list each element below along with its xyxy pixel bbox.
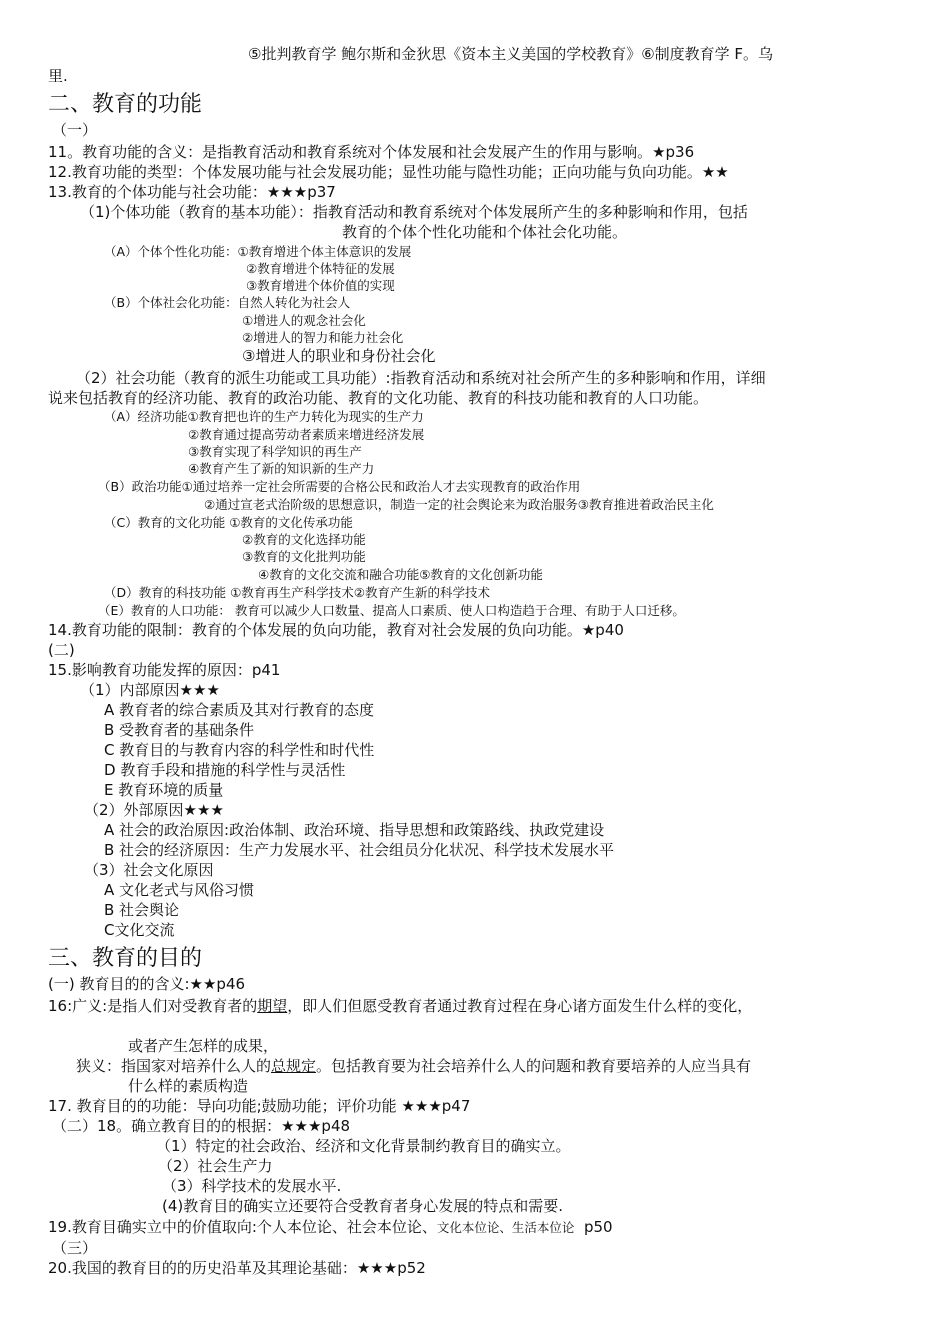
text-line: 20.我国的教育目的的历史沿革及其理论基础：★★★p52 (48, 1259, 426, 1277)
text-line: 17. 教育目的的功能：导向功能;鼓励功能；评价功能 ★★★p47 (48, 1097, 471, 1115)
text-line: 14.教育功能的限制：教育的个体发展的负向功能，教育对社会发展的负向功能。★p40 (48, 621, 624, 639)
text-line: 11。教育功能的含义：是指教育活动和教育系统对个体发展和社会发展产生的作用与影响。★p36 (48, 143, 695, 161)
text-line: ③教育增进个体价值的实现 (246, 278, 395, 293)
text-line: ②教育的文化选择功能 (242, 532, 366, 547)
text-line: ③教育实现了科学知识的再生产 (188, 444, 362, 459)
list-item: （2）社会生产力 (158, 1157, 273, 1175)
text-line: （E）教育的人口功能： 教育可以减少人口数量、提高人口素质、使人口构造趋于合理、有助于人口迁移。 (98, 603, 685, 618)
text-line: （A）经济功能①教育把也许的生产力转化为现实的生产力 (104, 409, 424, 424)
list-item: （1）特定的社会政治、经济和文化背景制约教育目的确实立。 (156, 1137, 571, 1155)
subsection-label: (二) (48, 641, 75, 659)
text-line: ⑤批判教育学 鲍尔斯和金狄思《资本主义美国的学校教育》⑥制度教育学 F。乌 (248, 45, 774, 63)
text-line: （1)个体功能（教育的基本功能）：指教育活动和教育系统对个体发展所产生的多种影响和作用，包括 (80, 203, 748, 221)
text-line: 里. (48, 67, 68, 85)
text-line: （1）内部原因★★★ (80, 681, 220, 699)
text-line: ②增进人的智力和能力社会化 (242, 330, 404, 345)
text-line: 12.教育功能的类型：个体发展功能与社会发展功能；显性功能与隐性功能；正向功能与负向功能。★★ (48, 163, 729, 181)
text-line: （二）18。确立教育目的的根据：★★★p48 (52, 1117, 351, 1135)
text-line: （2）社会功能（教育的派生功能或工具功能）:指教育活动和系统对社会所产生的多种影响和作用，详细 (76, 369, 766, 387)
list-item: A 教育者的综合素质及其对行教育的态度 (104, 701, 375, 719)
subsection-label: （三） (52, 1239, 98, 1257)
section-heading: 三、教育的目的 (48, 946, 203, 971)
subsection-label: （一） (52, 121, 98, 139)
text-line: ①增进人的观念社会化 (242, 313, 366, 328)
text-line: （3）社会文化原因 (84, 861, 214, 879)
text-line: 15.影响教育功能发挥的原因：p41 (48, 661, 281, 679)
text-line: （C）教育的文化功能 ①教育的文化传承功能 (104, 515, 353, 530)
list-item: B 社会舆论 (104, 901, 180, 919)
text-line: ③增进人的职业和身份社会化 (242, 347, 436, 365)
text-line: ②教育通过提高劳动者素质来增进经济发展 (188, 427, 425, 442)
section-heading: 二、教育的功能 (48, 92, 203, 117)
text-line: ④教育的文化交流和融合功能⑤教育的文化创新功能 (258, 567, 543, 582)
text-line: （2）外部原因★★★ (84, 801, 224, 819)
text-line: ②教育增进个体特征的发展 (246, 261, 395, 276)
list-item: A 文化老式与风俗习惯 (104, 881, 255, 899)
text-line: ③教育的文化批判功能 (242, 549, 366, 564)
text-line: 16:广义:是指人们对受教育者的期望，即人们但愿受教育者通过教育过程在身心诸方面发生什么样的变化， (48, 997, 753, 1015)
text-line: 狭义：指国家对培养什么人的总规定。包括教育要为社会培养什么人的问题和教育要培养的人应当具有 (76, 1057, 752, 1075)
text-line: ④教育产生了新的知识新的生产力 (188, 461, 375, 476)
list-item: （3）科学技术的发展水平. (162, 1177, 342, 1195)
list-item: B 社会的经济原因：生产力发展水平、社会组员分化状况、科学技术发展水平 (104, 841, 615, 859)
list-item: E 教育环境的质量 (104, 781, 224, 799)
list-item: C文化交流 (104, 921, 175, 939)
list-item: A 社会的政治原因:政治体制、政治环境、指导思想和政策路线、执政党建设 (104, 821, 605, 839)
text-line: 13.教育的个体功能与社会功能：★★★p37 (48, 183, 336, 201)
text-line: 教育的个体个性化功能和个体社会化功能。 (342, 223, 628, 241)
text-line: 或者产生怎样的成果， (128, 1037, 279, 1055)
text-line: 什么样的素质构造 (128, 1077, 249, 1095)
list-item: D 教育手段和措施的科学性与灵活性 (104, 761, 346, 779)
text-line: 19.教育目确实立中的价值取向:个人本位论、社会本位论、文化本位论、生活本位论 p50 (48, 1218, 613, 1236)
text-line: （D）教育的科技功能 ①教育再生产科学技术②教育产生新的科学技术 (104, 585, 491, 600)
text-line: 说来包括教育的经济功能、教育的政治功能、教育的文化功能、教育的科技功能和教育的人口功能。 (48, 389, 709, 407)
list-item: B 受教育者的基础条件 (104, 721, 255, 739)
text-line: （B）个体社会化功能：自然人转化为社会人 (104, 295, 351, 310)
text-line: （B）政治功能①通过培养一定社会所需要的合格公民和政治人才去实现教育的政治作用 (98, 479, 581, 494)
list-item: (4)教育目的确实立还要符合受教育者身心发展的特点和需要. (162, 1197, 564, 1215)
text-line: ②通过宣老式治阶级的思想意识，制造一定的社会舆论来为政治服务③教育推进着政治民主化 (204, 497, 714, 512)
text-line: (一) 教育目的的含义:★★p46 (48, 975, 246, 993)
list-item: C 教育目的与教育内容的科学性和时代性 (104, 741, 375, 759)
text-line: （A）个体个性化功能：①教育增进个体主体意识的发展 (104, 244, 412, 259)
